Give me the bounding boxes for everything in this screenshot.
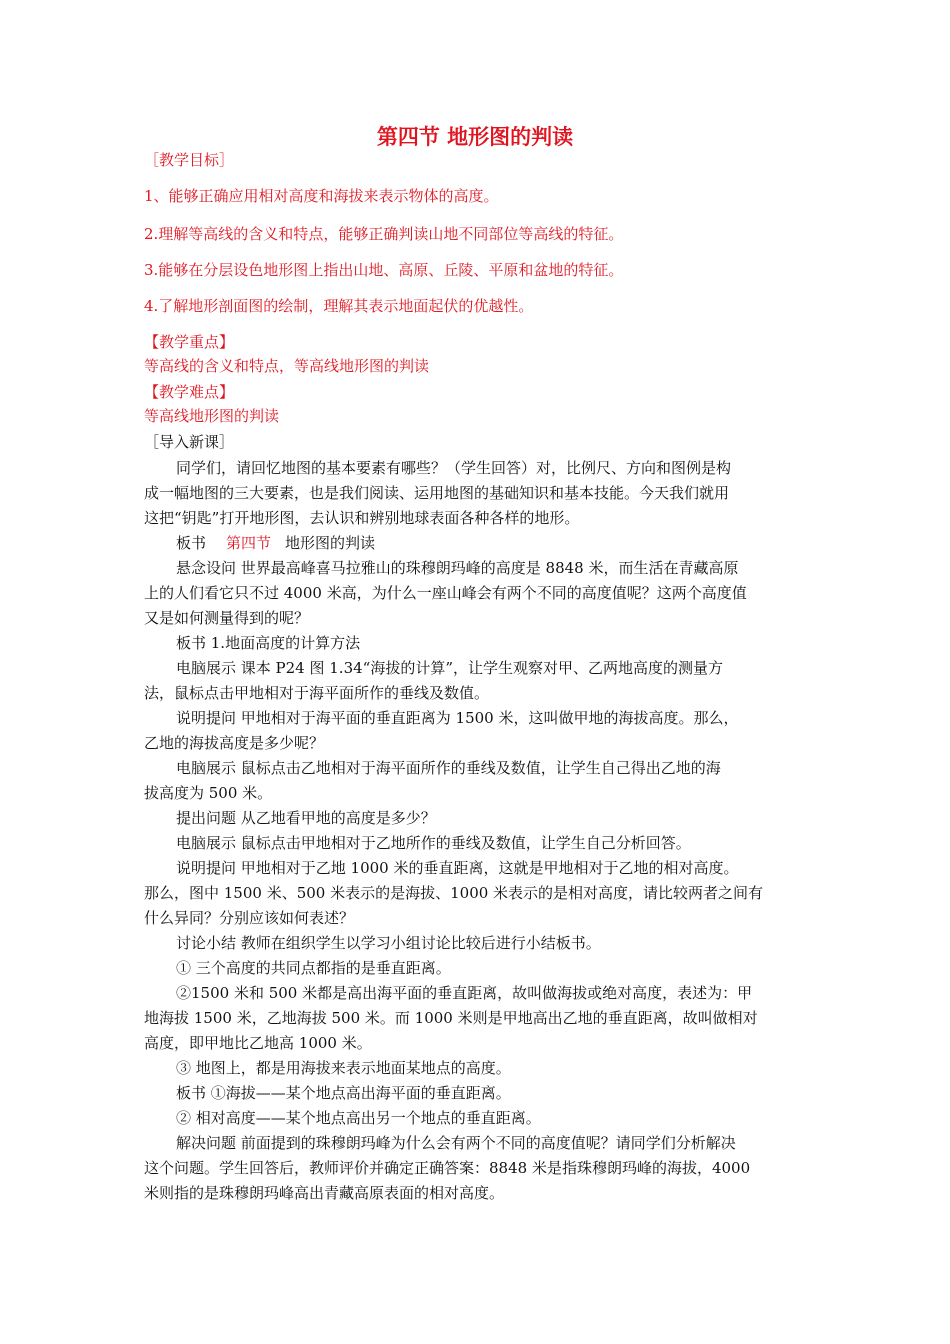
para9: 讨论小结 教师在组织学生以学习小组讨论比较后进行小结板书。 [176, 934, 601, 952]
para1-line2: 成一幅地图的三大要素，也是我们阅读、运用地图的基础知识和基本技能。今天我们就用 [144, 484, 730, 502]
para5-line1: 电脑展示 鼠标点击乙地相对于海平面所作的垂线及数值，让学生自己得出乙地的海 [176, 759, 721, 777]
para3-line2: 法，鼠标点击甲地相对于海平面所作的垂线及数值。 [144, 684, 490, 702]
para8-line3: 什么异同？分别应该如何表述？ [144, 909, 355, 927]
point2-line2: 地海拔 1500 米，乙地海拔 500 米。而 1000 米则是甲地高出乙地的垂直距离，故叫做相对 [144, 1009, 758, 1027]
para3-line1: 电脑展示 课本 P24 图 1.34“海拔的计算”，让学生观察对甲、乙两地高度的测量方 [176, 659, 723, 677]
intro-heading: ［导入新课］ [144, 433, 235, 451]
para4-line2: 乙地的海拔高度是多少呢？ [144, 734, 325, 752]
point2-line3: 高度，即甲地比乙地高 1000 米。 [144, 1034, 372, 1052]
objective-2: 2.理解等高线的含义和特点，能够正确判读山地不同部位等高线的特征。 [144, 225, 624, 243]
para2-line1: 悬念设问 世界最高峰喜马拉雅山的珠穆朗玛峰的高度是 8848 米，而生活在青藏高原 [176, 559, 739, 577]
difficulties: 等高线地形图的判读 [144, 407, 280, 425]
point3: ③ 地图上，都是用海拔来表示地面某地点的高度。 [176, 1059, 511, 1077]
board3: 板书 ①海拔——某个地点高出海平面的垂直距离。 [176, 1084, 511, 1102]
key-points-heading: 【教学重点】 [144, 333, 235, 351]
objective-3: 3.能够在分层设色地形图上指出山地、高原、丘陵、平原和盆地的特征。 [144, 261, 624, 279]
point2-line1: ②1500 米和 500 米都是高出海平面的垂直距离，故叫做海拔或绝对高度，表述为：甲 [176, 984, 753, 1002]
board1-text: 地形图的判读 [285, 534, 376, 552]
page-title: 第四节 地形图的判读 [376, 125, 574, 149]
key-points: 等高线的含义和特点，等高线地形图的判读 [144, 357, 430, 375]
para5-line2: 拔高度为 500 米。 [144, 784, 273, 802]
para10-line1: 解决问题 前面提到的珠穆朗玛峰为什么会有两个不同的高度值呢？请同学们分析解决 [176, 1134, 736, 1152]
para1-line1: 同学们，请回忆地图的基本要素有哪些？（学生回答）对，比例尺、方向和图例是构 [176, 459, 732, 477]
point1: ① 三个高度的共同点都指的是垂直距离。 [176, 959, 451, 977]
para6: 提出问题 从乙地看甲地的高度是多少？ [176, 809, 436, 827]
board1-label: 板书 [176, 534, 207, 552]
objective-1: 1、能够正确应用相对高度和海拔来表示物体的高度。 [144, 187, 499, 205]
difficulties-heading: 【教学难点】 [144, 383, 235, 401]
board1-section: 第四节 [226, 534, 272, 552]
para4-line1: 说明提问 甲地相对于海平面的垂直距离为 1500 米，这叫做甲地的海拔高度。那么， [176, 709, 739, 727]
board1 [176, 531, 812, 555]
objective-4: 4.了解地形剖面图的绘制，理解其表示地面起伏的优越性。 [144, 297, 534, 315]
para10-line3: 米则指的是珠穆朗玛峰高出青藏高原表面的相对高度。 [144, 1184, 505, 1202]
para1-line3: 这把“钥匙”打开地形图，去认识和辨别地球表面各种各样的地形。 [144, 509, 580, 527]
board4: ② 相对高度——某个地点高出另一个地点的垂直距离。 [176, 1109, 541, 1127]
para8-line1: 说明提问 甲地相对于乙地 1000 米的垂直距离，这就是甲地相对于乙地的相对高度。 [176, 859, 739, 877]
para8-line2: 那么，图中 1500 米、500 米表示的是海拔、1000 米表示的是相对高度，请比较两者之间有 [144, 884, 764, 902]
board2: 板书 1.地面高度的计算方法 [176, 634, 361, 652]
para10-line2: 这个问题。学生回答后，教师评价并确定正确答案：8848 米是指珠穆朗玛峰的海拔，4000 [144, 1159, 751, 1177]
para7: 电脑展示 鼠标点击甲地相对于乙地所作的垂线及数值，让学生自己分析回答。 [176, 834, 691, 852]
objectives-heading: ［教学目标］ [144, 151, 235, 169]
para2-line3: 又是如何测量得到的呢？ [144, 609, 310, 627]
para2-line2: 上的人们看它只不过 4000 米高，为什么一座山峰会有两个不同的高度值呢？这两个高度值 [144, 584, 747, 602]
